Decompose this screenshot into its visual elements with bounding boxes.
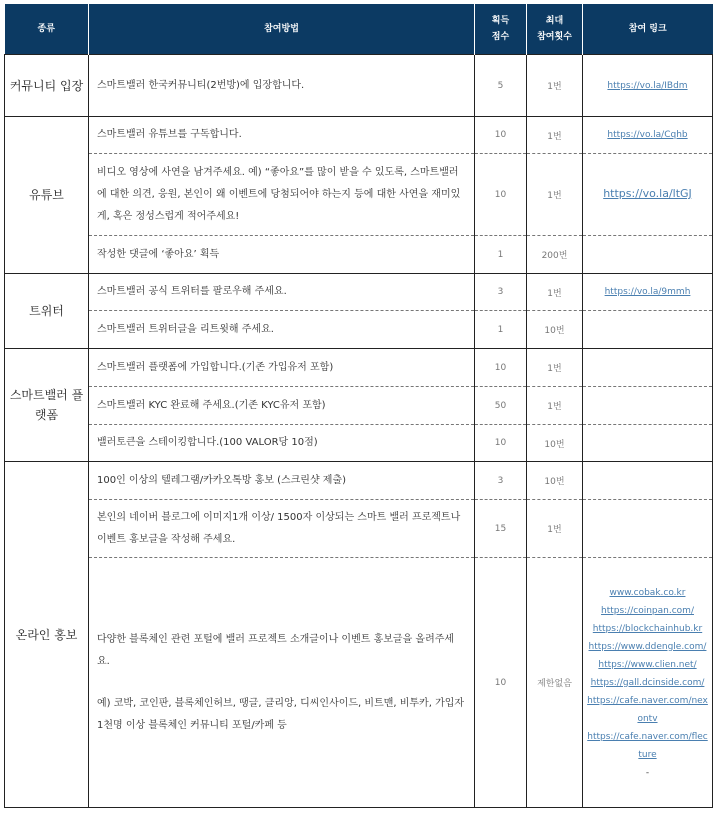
link-cell bbox=[583, 274, 713, 311]
table-row bbox=[5, 117, 713, 154]
method-cell: 비디오 영상에 사연을 남겨주세요. 예) “좋아요”를 많이 받을 수 있도록, 스마트밸러에 대한 의견, 응원, 본인이 왜 이벤트에 당첨되어야 하는지 등에 대한 사연을 재미있게, 혹은 정성스럽게 적어주세요! bbox=[89, 154, 475, 236]
points-cell: 10 bbox=[475, 558, 527, 808]
header-max: 최대 참여횟수 bbox=[527, 4, 583, 55]
link-cell bbox=[583, 349, 713, 387]
table-row bbox=[5, 154, 713, 236]
max-cell: 제한없음 bbox=[527, 558, 583, 808]
method-cell: 스마트밸러 플랫폼에 가입합니다.(기존 가입유저 포함) bbox=[89, 349, 475, 387]
points-cell: 3 bbox=[475, 274, 527, 311]
max-cell: 1번 bbox=[527, 55, 583, 117]
link-cell bbox=[583, 311, 713, 349]
link-cell bbox=[583, 236, 713, 274]
method-cell: 스마트밸러 KYC 완료해 주세요.(기존 KYC유저 포함) bbox=[89, 387, 475, 425]
max-cell: 1번 bbox=[527, 349, 583, 387]
max-cell: 1번 bbox=[527, 274, 583, 311]
points-cell: 50 bbox=[475, 387, 527, 425]
portal-link[interactable]: https://gall.dcinside.com/ bbox=[590, 677, 705, 688]
category-community: 커뮤니티 입장 bbox=[5, 55, 89, 117]
link-cell bbox=[583, 425, 713, 462]
header-method: 참여방법 bbox=[89, 4, 475, 55]
header-category: 종류 bbox=[5, 4, 89, 55]
category-online: 온라인 홍보 bbox=[5, 462, 89, 808]
youtube-subscribe-link[interactable]: https://vo.la/Cqhb bbox=[607, 130, 688, 140]
method-example: 예) 코박, 코인판, 블록체인허브, 땡글, 클리앙, 디씨인사이드, 비트맨, 비투카, 가입자 1천명 이상 블록체인 커뮤니티 포털/카페 등 bbox=[97, 697, 465, 731]
method-cell: 스마트밸러 공식 트위터를 팔로우해 주세요. bbox=[89, 274, 475, 311]
method-cell: 스마트밸러 트위터글을 리트윗해 주세요. bbox=[89, 311, 475, 349]
link-cell bbox=[583, 387, 713, 425]
method-cell: 본인의 네이버 블로그에 이미지1개 이상/ 1500자 이상되는 스마트 밸러 프로젝트나 이벤트 홍보글을 작성해 주세요. bbox=[89, 500, 475, 558]
points-cell: 5 bbox=[475, 55, 527, 117]
table-row bbox=[5, 55, 713, 117]
portal-link[interactable]: https://coinpan.com/ bbox=[601, 605, 694, 616]
category-twitter: 트위터 bbox=[5, 274, 89, 349]
points-cell: 10 bbox=[475, 425, 527, 462]
table-row bbox=[5, 425, 713, 462]
table-row bbox=[5, 387, 713, 425]
portal-link[interactable]: https://blockchainhub.kr bbox=[592, 623, 703, 634]
points-cell: 15 bbox=[475, 500, 527, 558]
points-cell: 1 bbox=[475, 236, 527, 274]
max-cell: 1번 bbox=[527, 117, 583, 154]
portal-link[interactable]: https://cafe.naver.com/flecture bbox=[587, 731, 708, 760]
max-cell: 10번 bbox=[527, 311, 583, 349]
link-cell bbox=[583, 154, 713, 236]
portal-link[interactable]: www.cobak.co.kr bbox=[609, 587, 686, 598]
max-cell: 1번 bbox=[527, 154, 583, 236]
link-cell bbox=[583, 462, 713, 500]
table-row bbox=[5, 311, 713, 349]
method-cell bbox=[89, 558, 475, 808]
points-cell: 10 bbox=[475, 154, 527, 236]
category-youtube: 유튜브 bbox=[5, 117, 89, 274]
link-cell bbox=[583, 500, 713, 558]
max-cell: 200번 bbox=[527, 236, 583, 274]
points-cell: 3 bbox=[475, 462, 527, 500]
link-cell bbox=[583, 55, 713, 117]
links-tail: - bbox=[645, 767, 650, 778]
youtube-comment-link[interactable]: https://vo.la/ltGJ bbox=[603, 187, 692, 200]
table-row bbox=[5, 462, 713, 500]
link-cell bbox=[583, 558, 713, 808]
table-row bbox=[5, 349, 713, 387]
points-cell: 1 bbox=[475, 311, 527, 349]
category-platform: 스마트밸러 플랫폼 bbox=[5, 349, 89, 462]
link-cell bbox=[583, 117, 713, 154]
method-cell: 밸러토큰을 스테이킹합니다.(100 VALOR당 10점) bbox=[89, 425, 475, 462]
points-cell: 10 bbox=[475, 349, 527, 387]
twitter-follow-link[interactable]: https://vo.la/9mmh bbox=[604, 287, 691, 297]
header-link: 참여 링크 bbox=[583, 4, 713, 55]
header-points: 획득 점수 bbox=[475, 4, 527, 55]
table-row bbox=[5, 274, 713, 311]
header-row bbox=[5, 4, 713, 55]
max-cell: 10번 bbox=[527, 425, 583, 462]
points-cell: 10 bbox=[475, 117, 527, 154]
method-cell: 스마트밸러 한국커뮤니티(2번방)에 입장합니다. bbox=[89, 55, 475, 117]
max-cell: 1번 bbox=[527, 500, 583, 558]
table-row bbox=[5, 500, 713, 558]
table-row bbox=[5, 236, 713, 274]
table-row bbox=[5, 558, 713, 808]
method-cell: 작성한 댓글에 ‘좋아요’ 획득 bbox=[89, 236, 475, 274]
method-cell: 스마트밸러 유튜브를 구독합니다. bbox=[89, 117, 475, 154]
portal-link[interactable]: https://cafe.naver.com/nexontv bbox=[587, 695, 708, 724]
community-link[interactable]: https://vo.la/IBdm bbox=[607, 80, 688, 91]
max-cell: 10번 bbox=[527, 462, 583, 500]
portal-link[interactable]: https://www.clien.net/ bbox=[598, 659, 697, 670]
method-paragraph: 다양한 블록체인 관련 포털에 밸러 프로젝트 소개글이나 이벤트 홍보글을 올려주세요. bbox=[97, 633, 455, 667]
method-cell: 100인 이상의 텔레그램/카카오톡방 홍보 (스크린샷 제출) bbox=[89, 462, 475, 500]
portal-link[interactable]: https://www.ddengle.com/ bbox=[588, 641, 707, 652]
max-cell: 1번 bbox=[527, 387, 583, 425]
event-table bbox=[4, 4, 713, 808]
